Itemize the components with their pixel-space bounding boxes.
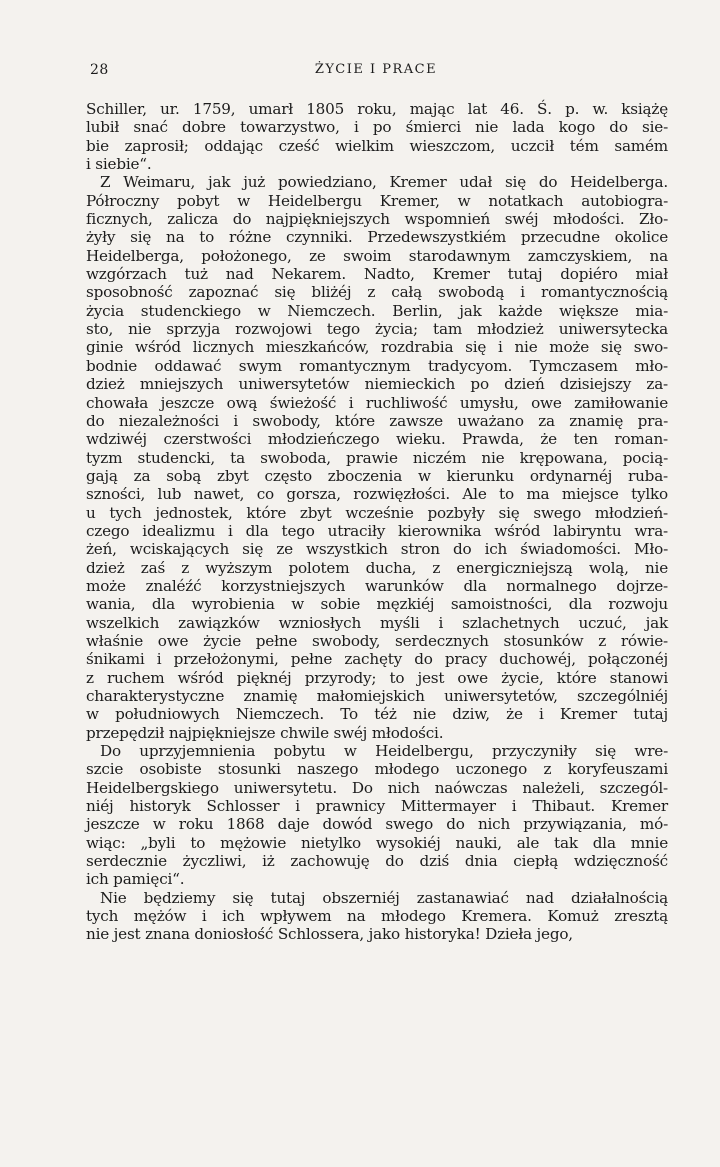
text-line: serdecznie życzliwi, iż zachowuję do dziś dnia ciepłą wdzięczność: [86, 852, 668, 871]
text-line: dzież zaś z wyższym polotem ducha, z energiczniejszą wolą, nie: [86, 558, 668, 577]
text-line: Heidelberga, położonego, ze swoim starodawnym zamczyskiem, na: [86, 246, 668, 265]
text-line: lubił snać dobre towarzystwo, i po śmierci nie lada kogo do sie-: [86, 118, 668, 137]
text-line: i siebie“.: [86, 155, 152, 174]
text-line: tych mężów i ich wpływem na młodego Kremera. Komuż zresztą: [86, 907, 668, 926]
text-line: bie zaprosił; oddając cześć wielkim wieszczom, uczcił tém samém: [86, 136, 668, 155]
text-line: Nie będziemy się tutaj obszerniéj zastanawiać nad działalnością: [100, 888, 668, 907]
text-line: ficznych, zalicza do najpiękniejszych wspomnień swéj młodości. Zło-: [86, 210, 668, 229]
text-line: Z Weimaru, jak już powiedziano, Kremer udał się do Heidelberga.: [100, 173, 668, 192]
text-line: wania, dla wyrobienia w sobie męzkiéj samoistności, dla rozwoju: [86, 595, 668, 614]
text-line: Heidelbergskiego uniwersytetu. Do nich naówczas należeli, szczegól-: [86, 778, 668, 797]
text-line: wiąc: „byli to mężowie nietylko wysokiéj nauki, ale tak dla mnie: [86, 833, 668, 852]
text-line: u tych jednostek, które zbyt wcześnie pozbyły się swego młodzień-: [86, 503, 668, 522]
text-line: wszelkich zawiązków wzniosłych myśli i szlachetnych uczuć, jak: [86, 613, 668, 632]
text-line: Schiller, ur. 1759, umarł 1805 roku, mając lat 46. Ś. p. w. książę: [86, 100, 668, 118]
text-line: sposobność zapoznać się bliżéj z całą swobodą i romantycznością: [86, 283, 668, 302]
text-line: jeszcze w roku 1868 daje dowód swego do nich przywiązania, mó-: [86, 815, 668, 834]
text-line: ich pamięci“.: [86, 870, 185, 889]
text-line: żyły się na to różne czynniki. Przedewszystkiém przecudne okolice: [86, 228, 668, 247]
text-line: wzgórzach tuż nad Nekarem. Nadto, Kremer tutaj dopiéro miał: [86, 265, 668, 284]
text-line: gają za sobą zbyt często zboczenia w kierunku ordynarnéj ruba-: [86, 466, 668, 485]
text-line: wdziwéj czerstwości młodzieńczego wieku. Prawda, że ten roman-: [86, 430, 668, 449]
text-line: czego idealizmu i dla tego utraciły kierownika wśród labiryntu wra-: [86, 521, 668, 540]
text-line: sto, nie sprzyja rozwojowi tego życia; tam młodzież uniwersytecka: [86, 320, 668, 339]
text-line: szcie osobiste stosunki naszego młodego uczonego z koryfeuszami: [86, 760, 668, 779]
text-line: chowała jeszcze ową świeżość i ruchliwość umysłu, owe zamiłowanie: [86, 393, 668, 412]
text-line: właśnie owe życie pełne swobody, serdecznych stosunków z rówie-: [86, 631, 668, 650]
text-line: z ruchem wśród pięknéj przyrody; to jest owe życie, które stanowi: [86, 668, 668, 687]
text-line: ginie wśród licznych mieszkańców, rozdrabia się i nie może się swo-: [86, 338, 668, 357]
text-line: nie jest znana doniosłość Schlossera, jako historyka! Dzieła jego,: [86, 925, 573, 944]
text-line: może znaléźć korzystniejszych warunków dla normalnego dojrze-: [86, 576, 668, 595]
text-line: niéj historyk Schlosser i prawnicy Mittermayer i Thibaut. Kremer: [86, 797, 668, 816]
text-line: Półroczny pobyt w Heidelbergu Kremer, w notatkach autobiogra-: [86, 191, 668, 210]
text-line: życia studenckiego w Niemczech. Berlin, jak każde większe mia-: [86, 301, 668, 320]
body-text: [86, 100, 668, 944]
text-line: śnikami i przełożonymi, pełne zachęty do pracy duchowéj, połączonéj: [86, 650, 668, 669]
page-number: 28: [90, 62, 109, 78]
text-line: dzież mniejszych uniwersytetów niemieckich po dzień dzisiejszy za-: [86, 375, 668, 394]
text-line: bodnie oddawać swym romantycznym tradycyom. Tymczasem mło-: [86, 356, 668, 375]
text-line: do niezależności i swobody, które zawsze uważano za znamię pra-: [86, 411, 668, 430]
text-line: szności, lub nawet, co gorsza, rozwięzłości. Ale to ma miejsce tylko: [86, 485, 668, 504]
text-line: przepędził najpiękniejsze chwile swéj młodości.: [86, 723, 444, 742]
text-line: w południowych Niemczech. To téż nie dziw, że i Kremer tutaj: [86, 705, 668, 724]
page-header: [86, 62, 666, 86]
running-title: ŻYCIE I PRACE: [314, 62, 438, 77]
text-line: tyzm studencki, ta swoboda, prawie niczém nie krępowana, pocią-: [86, 448, 668, 467]
text-line: charakterystyczne znamię małomiejskich uniwersytetów, szczególniéj: [86, 687, 668, 705]
text-line: żeń, wciskających się ze wszystkich stron do ich świadomości. Mło-: [86, 540, 668, 559]
text-line: Do uprzyjemnienia pobytu w Heidelbergu, przyczyniły się wre-: [100, 742, 668, 761]
